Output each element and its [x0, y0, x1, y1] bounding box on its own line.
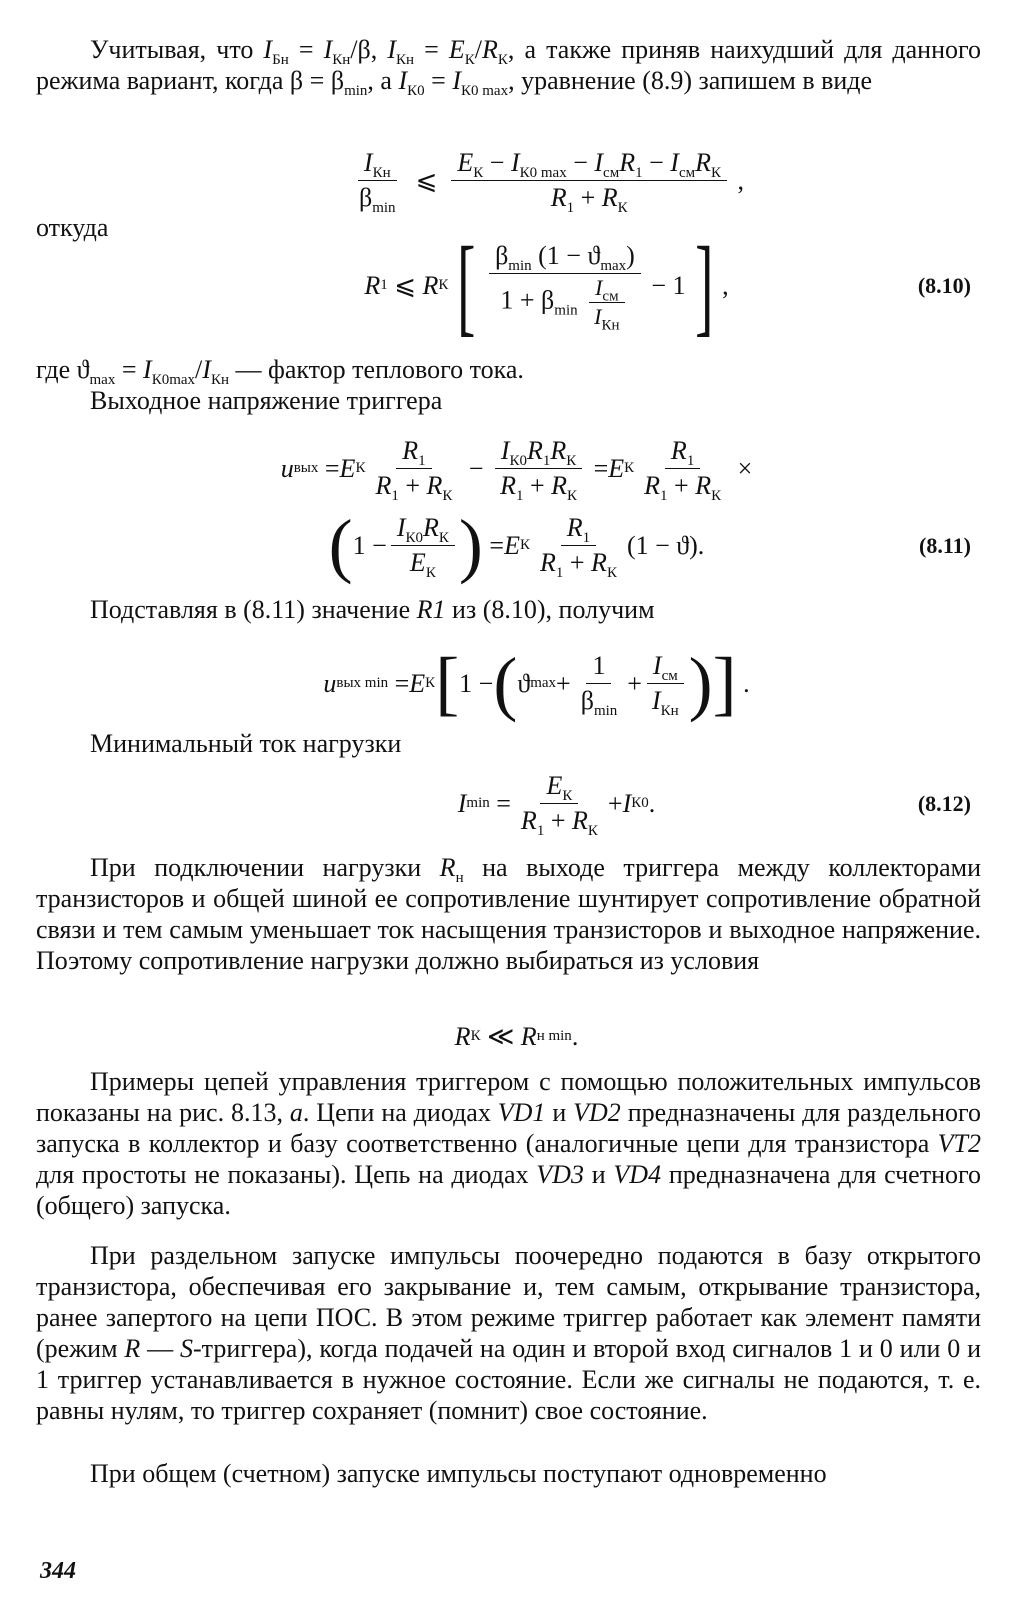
paragraph-separate-trigger: При раздельном запуске импульсы поочередно подаются в базу открытого транзистора, обеспечивая его закрывание и, тем самым, открывание транзистора, ранее запертого на цепи ПОС. В этом режиме триггер работает как элемент памяти (режим R — S-триггера), когда подачей на один и второй вход сигналов 1 и 0 или 0 и 1 триггер устанавливается в нужное состояние. Если же сигналы не подаются, т. е. равны нулям, то триггер сохраняет (помнит) свое состояние. [36, 1241, 982, 1425]
formula-8-10: R 1 ⩽ R К [ $\beta_{min}$ $(1 - ϑ_{max})$ $1 + \beta_{min}$ $\frac{I_{см}}{I_{Кн}}$ − 1 ] , (8.10) [364, 224, 971, 346]
formula-rk-condition: R К ≪ R н min . [454, 1021, 579, 1051]
page-number: 344 [40, 1558, 76, 1584]
text-vyhodnoe: Выходное напряжение триггера [90, 386, 443, 415]
text-gde: где $ϑ_{max} = I_{К0max}/I_{Кн}$ — фактор теплового тока. [36, 355, 524, 389]
paragraph-load: При подключении нагрузки $R_н$ на выходе триггера между коллекторами транзисторов и общей шиной ее сопротивление шунтирует сопротивление обратной связи и тем самым уменьшает ток насыщения транзисторов и выходное напряжение. Поэтому сопротивление нагрузки должно выбираться из условия [36, 853, 981, 975]
eq-number-8-12: (8.12) [917, 790, 971, 816]
inequality-formula: $\frac{I_{Кн}}{\beta_{min}}$ ⩽ $\frac{E_К - I_{К0 max} - I_{см}R_1 - I_{см}R_К}{R_1 + R_К}$ , [358, 147, 744, 216]
text-otkuda: откуда [36, 213, 109, 242]
intro-paragraph: Учитывая, что $I_{Бн} = I_{Кн}/\beta$, $I_{Кн} = E_К/R_К$, а также приняв наихудший для данного режима вариант, когда $\beta = \beta_{min}$, а $I_{К0} = I_{К0 max}$, уравнение (8.9) запишем в виде [36, 35, 981, 100]
text-podstavlyaya: Подставляя в (8.11) значение R1 из (8.10), получим [90, 595, 655, 624]
eq-number-8-10: (8.10) [917, 272, 971, 298]
formula-u-min: u вых min = E К [ 1 − ( ϑ max + $\frac{1}{\beta_{min}}$ + $\frac{I_{см}}{I_{Кн}}$ ) ] . [323, 643, 750, 723]
formula-8-11-line1: u вых = E К $\frac{R_1}{R_1 + R_К}$ − $\frac{I_{К0}R_1R_К}{R_1 + R_К}$ = E К $\frac{R_1}{R_1 + R_К}$ × [280, 435, 753, 504]
eq-number-8-11: (8.11) [919, 532, 971, 558]
formula-8-11-line2: ( 1 − $\frac{I_{К0}R_К}{E_К}$ ) = E К $\frac{R_1}{R_1 + R_К}$ (1 − ϑ). (8.11) [328, 505, 971, 585]
paragraph-common-trigger: При общем (счетном) запуске импульсы поступают одновременно [90, 1459, 827, 1488]
text-minimalny: Минимальный ток нагрузки [90, 729, 402, 758]
formula-8-12: I min = $\frac{E_К}{R_1 + R_К}$ + I К0 . (8.12) [457, 770, 971, 839]
paragraph-examples: Примеры цепей управления триггером с помощью положительных импульсов показаны на рис. 8.13, а. Цепи на диодах VD1 и VD2 предназначены для раздельного запуска в коллектор и базу соответственно (аналогичные цепи для транзистора VT2 для простоты не показаны). Цепь на диодах VD3 и VD4 предназначена для счетного (общего) запуска. [36, 1067, 982, 1220]
